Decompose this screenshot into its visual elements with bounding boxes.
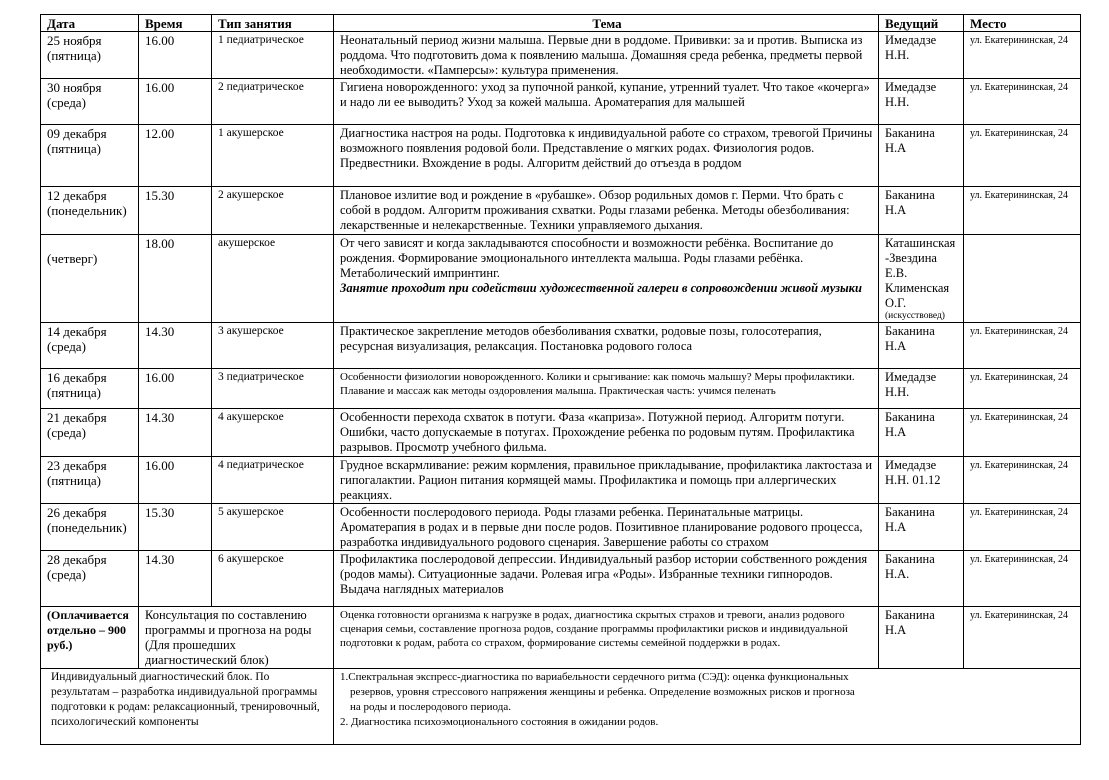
date: 12 декабря xyxy=(47,188,107,203)
date: 21 декабря xyxy=(47,410,107,425)
weekday: (среда) xyxy=(47,567,86,582)
weekday: (понедельник) xyxy=(47,520,127,535)
schedule-table xyxy=(40,14,1081,745)
table-row xyxy=(41,551,1081,607)
theme-cell: Практическое закрепление методов обезболивания схватки, родовые позы, голосотерапия, ресурсная визуализация, релаксация. Постановка родового голоса xyxy=(334,323,879,369)
place-cell: ул. Екатерининская, 24 xyxy=(964,551,1081,607)
header-place: Место xyxy=(964,15,1081,32)
header-theme: Тема xyxy=(334,15,879,32)
price-cell: (Оплачивается отдельно – 900 руб.) xyxy=(41,607,139,669)
type-cell: 1 педиатрическое xyxy=(212,32,334,79)
place-cell: ул. Екатерининская, 24 xyxy=(964,187,1081,235)
table-row xyxy=(41,187,1081,235)
time-cell: 15.30 xyxy=(139,504,212,551)
date: 25 ноября xyxy=(47,33,102,48)
type-cell: 3 педиатрическое xyxy=(212,369,334,409)
header-row xyxy=(41,15,1081,32)
date-cell xyxy=(41,235,139,323)
table-row xyxy=(41,79,1081,125)
gallery-note: Занятие проходит при содействии художественной галереи в сопровождении живой музыки xyxy=(340,281,862,295)
place-cell: ул. Екатерининская, 24 xyxy=(964,125,1081,187)
time-cell: 16.00 xyxy=(139,457,212,504)
table-row xyxy=(41,369,1081,409)
table-row xyxy=(41,32,1081,79)
date-cell xyxy=(41,32,139,79)
table-row xyxy=(41,504,1081,551)
place-cell: ул. Екатерининская, 24 xyxy=(964,409,1081,457)
theme-cell: Особенности послеродового периода. Роды глазами ребенка. Перинатальные матрицы. Ароматерапия в родах и в первые дни после родов. Позитивное планирование родового процесса, разработка индивидуального родового сценария. Завершение работы со страхом xyxy=(334,504,879,551)
theme-cell: Грудное вскармливание: режим кормления, правильное прикладывание, профилактика лактостаза и гипогалактии. Рацион питания кормящей мамы. Профилактика и помощь при аллергических реакциях. xyxy=(334,457,879,504)
time-cell: 12.00 xyxy=(139,125,212,187)
diagnostic-item-1-cont: на роды и послеродового периода. xyxy=(350,701,511,713)
lead-cell: Имедадзе Н.Н. xyxy=(879,369,964,409)
time-cell: 14.30 xyxy=(139,323,212,369)
date-cell xyxy=(41,187,139,235)
type-cell: 5 акушерское xyxy=(212,504,334,551)
place-cell: ул. Екатерининская, 24 xyxy=(964,457,1081,504)
type-cell: 2 педиатрическое xyxy=(212,79,334,125)
header-lead: Ведущий xyxy=(879,15,964,32)
date-cell xyxy=(41,125,139,187)
weekday: (пятница) xyxy=(47,473,101,488)
date-cell xyxy=(41,369,139,409)
lead-cell: Имедадзе Н.Н. 01.12 xyxy=(879,457,964,504)
diagnostic-item-1: 1.Спектральная экспресс-диагностика по вариабельности сердечного ритма (СЭД): оценка функциональных xyxy=(340,671,849,683)
lead-cell: Баканина Н.А xyxy=(879,323,964,369)
date-cell xyxy=(41,504,139,551)
date-cell xyxy=(41,79,139,125)
theme-cell: Оценка готовности организма к нагрузке в родах, диагностика скрытых страхов и тревоги, анализ родового сценария семьи, составление прогноза родов, создание программы профилактики рисков и индивидуальной подготовки к родам, работа со страхом, формирование системы семейной поддержки в родах. xyxy=(334,607,879,669)
place-cell: ул. Екатерининская, 24 xyxy=(964,607,1081,669)
date-cell xyxy=(41,323,139,369)
place-cell: ул. Екатерининская, 24 xyxy=(964,32,1081,79)
header-type: Тип занятия xyxy=(212,15,334,32)
lead-cell: Баканина Н.А xyxy=(879,504,964,551)
weekday: (понедельник) xyxy=(47,203,127,218)
date: 09 декабря xyxy=(47,126,107,141)
diagnostic-details xyxy=(334,669,1081,745)
consultation-title: Консультация по составлению программы и прогноза на роды (Для прошедших диагностический блок) xyxy=(139,607,334,669)
weekday: (среда) xyxy=(47,425,86,440)
type-cell: 4 педиатрическое xyxy=(212,457,334,504)
lead-cell: Имедадзе Н.Н. xyxy=(879,32,964,79)
table-row xyxy=(41,125,1081,187)
place-cell: ул. Екатерининская, 24 xyxy=(964,369,1081,409)
time-cell: 18.00 xyxy=(139,235,212,323)
type-cell: 3 акушерское xyxy=(212,323,334,369)
time-cell: 16.00 xyxy=(139,32,212,79)
time-cell: 14.30 xyxy=(139,409,212,457)
theme-cell: Особенности перехода схваток в потуги. Фаза «каприза». Потужной период. Алгоритм потуги. Ошибки, часто допускаемые в потугах. Прохождение ребенка по родовым путям. Профилактика разрывов. Просмотр учебного фильма. xyxy=(334,409,879,457)
type-cell: 1 акушерское xyxy=(212,125,334,187)
header-date: Дата xyxy=(41,15,139,32)
lead-cell: Баканина Н.А xyxy=(879,125,964,187)
time-cell: 14.30 xyxy=(139,551,212,607)
date: 28 декабря xyxy=(47,552,107,567)
weekday: (пятница) xyxy=(47,48,101,63)
weekday: (среда) xyxy=(47,339,86,354)
time-cell: 16.00 xyxy=(139,369,212,409)
lead-cell: Баканина Н.А xyxy=(879,409,964,457)
weekday: (четверг) xyxy=(47,251,98,266)
theme-cell xyxy=(334,235,879,323)
lead-names: Каташинская -Звездина Е.В. Клименская О.Г. xyxy=(885,236,956,310)
theme-cell: Неонатальный период жизни малыша. Первые дни в роддоме. Прививки: за и против. Выписка из роддома. Что подготовить дома к появлению малыша. Домашняя среда ребенка, предметы первой необходимости. «Памперсы»: культура применения. xyxy=(334,32,879,79)
time-cell: 15.30 xyxy=(139,187,212,235)
theme-cell: Особенности физиологии новорожденного. Колики и срыгивание: как помочь малышу? Меры профилактики. Плавание и массаж как методы оздоровления малыша. Практическая часть: учимся пеленать xyxy=(334,369,879,409)
theme-text: От чего зависят и когда закладываются способности и возможности ребёнка. Воспитание до рождения. Формирование эмоционального интеллекта малыша. Роды глазами ребёнка. Метаболический импринтинг. xyxy=(340,236,834,280)
theme-cell: Диагностика настроя на роды. Подготовка к индивидуальной работе со страхом, тревогой Причины возможного появления родовой боли. Представление о мягких родах. Физиология родов. Предвестники. Вхождение в роды. Алгоритм действий до отъезда в роддом xyxy=(334,125,879,187)
lead-cell xyxy=(879,235,964,323)
weekday: (среда) xyxy=(47,95,86,110)
date: 16 декабря xyxy=(47,370,107,385)
lead-cell: Баканина Н.А xyxy=(879,607,964,669)
time-cell: 16.00 xyxy=(139,79,212,125)
place-cell xyxy=(964,235,1081,323)
date: 26 декабря xyxy=(47,505,107,520)
weekday: (пятница) xyxy=(47,141,101,156)
date-cell xyxy=(41,409,139,457)
date: 14 декабря xyxy=(47,324,107,339)
place-cell: ул. Екатерининская, 24 xyxy=(964,79,1081,125)
type-cell: 4 акушерское xyxy=(212,409,334,457)
date-cell xyxy=(41,457,139,504)
type-cell: акушерское xyxy=(212,235,334,323)
table-row xyxy=(41,409,1081,457)
table-row xyxy=(41,235,1081,323)
weekday: (пятница) xyxy=(47,385,101,400)
date: 23 декабря xyxy=(47,458,107,473)
type-cell: 2 акушерское xyxy=(212,187,334,235)
type-cell: 6 акушерское xyxy=(212,551,334,607)
lead-cell: Имедадзе Н.Н. xyxy=(879,79,964,125)
lead-cell: Баканина Н.А. xyxy=(879,551,964,607)
lead-cell: Баканина Н.А xyxy=(879,187,964,235)
date: 30 ноября xyxy=(47,80,102,95)
header-time: Время xyxy=(139,15,212,32)
table-row xyxy=(41,457,1081,504)
theme-cell: Плановое излитие вод и рождение в «рубашке». Обзор родильных домов г. Перми. Что брать с собой в роддом. Алгоритм проживания схватки. Роды глазами ребенка. Методы обезболивания: лекарственные и нелекарственные. Техники управляемого дыхания. xyxy=(334,187,879,235)
place-cell: ул. Екатерининская, 24 xyxy=(964,323,1081,369)
date-cell xyxy=(41,551,139,607)
theme-cell: Гигиена новорожденного: уход за пупочной ранкой, купание, утренний туалет. Что такое «кочерга» и надо ли ее выводить? Уход за кожей малыша. Ароматерапия для малышей xyxy=(334,79,879,125)
theme-cell: Профилактика послеродовой депрессии. Индивидуальный разбор истории собственного рождения (родов мамы). Ситуационные задачи. Ролевая игра «Роды». Избранные техники гипнородов. Выдача наглядных материалов xyxy=(334,551,879,607)
table-row xyxy=(41,323,1081,369)
lead-note: (искусствовед) xyxy=(885,311,945,321)
place-cell: ул. Екатерининская, 24 xyxy=(964,504,1081,551)
diagnostic-item-1-cont: резервов, уровня стрессового напряжения женщины и ребенка. Определение возможных рисков и прогноза xyxy=(350,686,855,698)
diagnostic-item-2: 2. Диагностика психоэмоционального состояния в ожидании родов. xyxy=(340,716,659,728)
consultation-row xyxy=(41,607,1081,669)
diagnostic-row xyxy=(41,669,1081,745)
diagnostic-block: Индивидуальный диагностический блок. По результатам – разработка индивидуальной программы подготовки к родам: релаксационный, тренировочный, психологический компоненты xyxy=(41,669,334,745)
